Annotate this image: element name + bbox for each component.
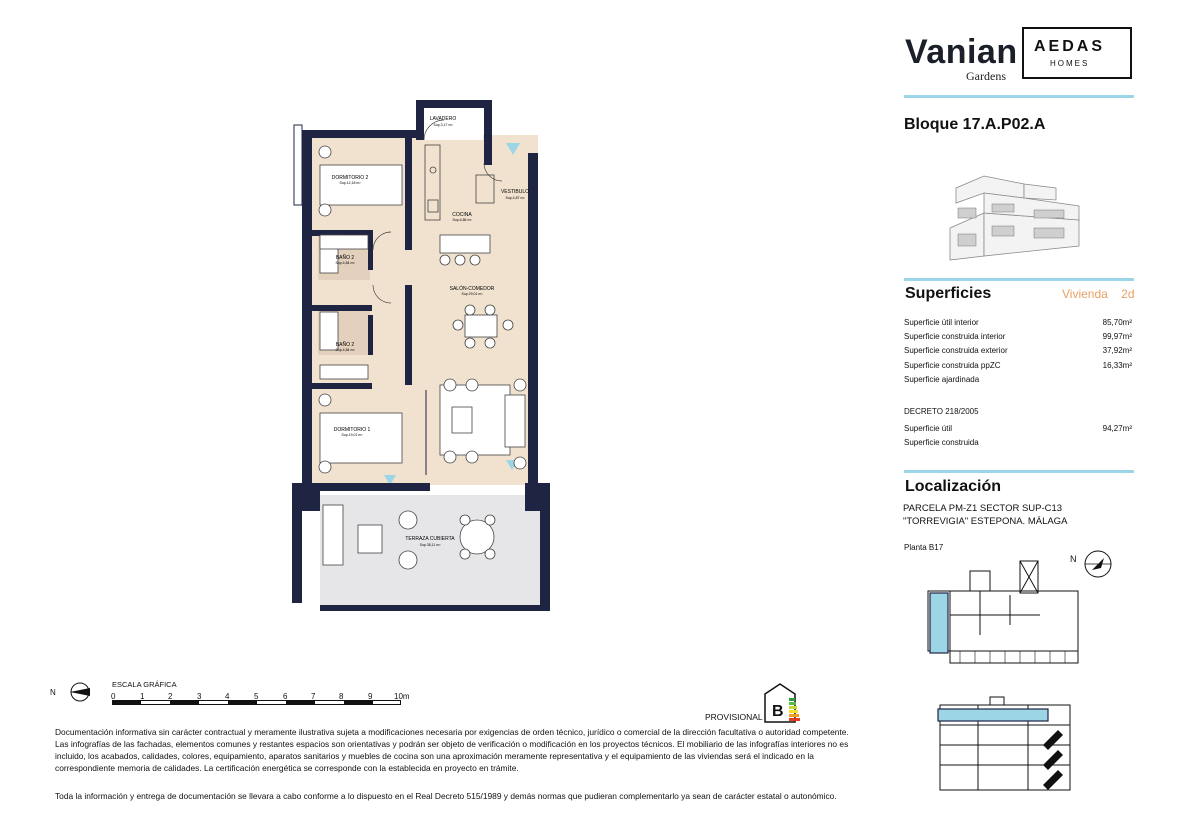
section-plan [918, 695, 1078, 795]
brand-name: Vanian [905, 33, 1018, 71]
area-label: Superficie ajardinada [904, 375, 980, 384]
brand-subtitle: Gardens [966, 69, 1006, 83]
unit-type [1062, 287, 1135, 301]
room-name: BAÑO 2 [335, 255, 355, 261]
partner-logo-top: AEDAS [1034, 38, 1106, 55]
area-row [904, 375, 1132, 384]
area-value: 99,97m² [1102, 332, 1132, 341]
divider [904, 278, 1134, 281]
energy-label: PROVISIONAL [705, 712, 763, 722]
room-area: Sup.4,84 m² [335, 261, 355, 265]
key-plan [920, 555, 1080, 675]
area-row [904, 332, 1132, 341]
room-name: SALÓN-COMEDOR [449, 286, 495, 292]
room-name: VESTIBULO [500, 189, 530, 195]
area-row [904, 318, 1132, 327]
scale-mark: 2 [168, 692, 173, 701]
scale-mark: 8 [339, 692, 344, 701]
area-label: Superficie construida interior [904, 332, 1006, 341]
partner-logo-bottom: HOMES [1050, 59, 1090, 68]
scale-mark: 4 [225, 692, 230, 701]
area-row [904, 346, 1132, 355]
room-area: Sup.6,86 m² [452, 218, 472, 222]
divider [904, 470, 1134, 473]
legal-disclaimer: Documentación informativa sin carácter contractual y meramente ilustrativa sujeta a modificaciones necesaria por exigencias de orden técnico, jurídico o comercial de la dirección facultativa o autoridad competente. Las infografías de las fachadas, elementos comunes y restantes espacios son orientativas y podrán ser objeto de verificación o modificación en los proyectos técnicos. El mobiliario de las infografías interiores no es incluido, los acabados, calidades, colores, equipamiento, aparatos sanitarios y muebles de cocina son una aproximación meramente representativa y el equipamiento de las viviendas será el indicado en la correspondiente memoria de calidades. La certificación energética se corresponde con la establecida en proyecto en trámite. [55, 727, 849, 773]
scale-mark: 5 [254, 692, 259, 701]
compass-icon [50, 680, 110, 704]
decreto-title-text: DECRETO 218/2005 [904, 407, 979, 416]
energy-rating: B [772, 703, 784, 720]
planta-label: Planta B17 [904, 543, 944, 552]
scale-mark: 6 [283, 692, 288, 701]
unit-title: Bloque 17.A.P02.A [904, 116, 1046, 133]
compass-letter: N [50, 688, 56, 697]
area-row [904, 361, 1132, 370]
area-row [904, 424, 1132, 433]
scale-mark: 10m [394, 692, 410, 701]
area-label: Superficie útil [904, 424, 953, 433]
scale-bar [112, 700, 402, 708]
building-render [944, 168, 1089, 263]
room-name: BAÑO 2 [335, 342, 355, 348]
partner-logo-divider [1022, 27, 1024, 79]
room-area: Sup.4,87 m² [505, 196, 525, 200]
room-area: Sup.38,11 m² [419, 543, 441, 547]
room-area: Sup.19,01 m² [341, 433, 363, 437]
area-value: 37,92m² [1102, 346, 1132, 355]
scale-mark: 0 [111, 692, 116, 701]
scale-mark: 1 [140, 692, 145, 701]
room-name: COCINA [452, 212, 472, 218]
scale-mark: 3 [197, 692, 202, 701]
unit-type-value: 2d [1121, 287, 1135, 301]
floor-plan [280, 95, 560, 615]
room-area: Sup.3,17 m² [433, 123, 453, 127]
room-area: Sup.4,84 m² [335, 348, 355, 352]
area-value: 85,70m² [1102, 318, 1132, 327]
area-value: 94,27m² [1102, 424, 1132, 433]
unit-type-label: Vivienda [1062, 287, 1108, 301]
room-area: Sup.29,01 m² [461, 292, 483, 296]
scale-mark: 7 [311, 692, 316, 701]
room-area: Sup.12,18 m² [339, 181, 361, 185]
superficies-heading: Superficies [905, 285, 992, 302]
energy-rating-icon [763, 682, 803, 724]
legal-decree: Toda la información y entrega de documentación se llevara a cabo conforme a lo dispuesto en el Real Decreto 515/1989 y demás normas que pudieran complementarlo ya sean de carácter estatal o autonómico. [55, 791, 837, 801]
localizacion-heading: Localización [905, 478, 1002, 495]
area-label: Superficie útil interior [904, 318, 979, 327]
area-label: Superficie construida ppZC [904, 361, 1001, 370]
location-line-2: "TORREVIGIA" ESTEPONA. MÁLAGA [903, 516, 1068, 527]
decreto-title [904, 407, 1132, 416]
room-name: DORMITORIO 2 [331, 175, 369, 181]
area-label: Superficie construida [904, 438, 979, 447]
north-letter: N [1070, 554, 1077, 564]
location-line-1: PARCELA PM-Z1 SECTOR SUP-C13 [903, 503, 1063, 514]
room-name: DORMITORIO 1 [333, 427, 371, 433]
room-name: TERRAZA CUBIERTA [405, 536, 455, 542]
scale-mark: 9 [368, 692, 373, 701]
room-name: LAVADERO [429, 116, 457, 122]
area-label: Superficie construida exterior [904, 346, 1008, 355]
divider [904, 95, 1134, 98]
area-value: 16,33m² [1102, 361, 1132, 370]
area-row [904, 438, 1132, 447]
partner-logo [1022, 27, 1132, 79]
scale-title: ESCALA GRÁFICA [112, 680, 177, 689]
